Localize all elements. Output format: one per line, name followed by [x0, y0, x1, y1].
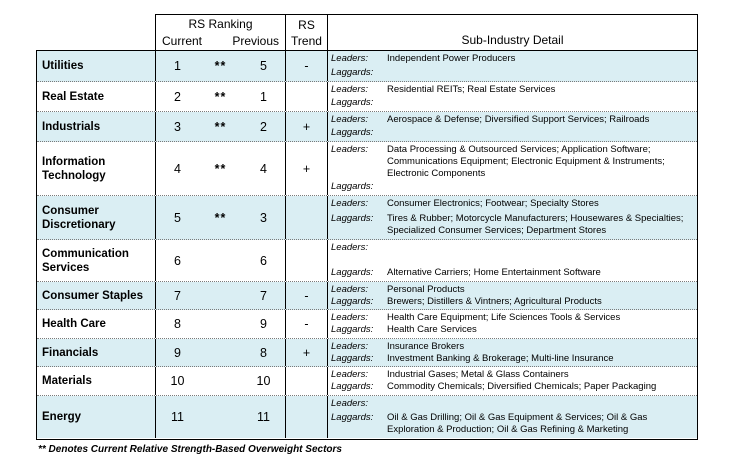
sector-name: Health Care: [37, 310, 156, 338]
sector-name: Industrials: [37, 112, 156, 141]
overweight-marker: **: [214, 161, 227, 176]
laggards-list: [387, 127, 694, 139]
table-row-information-technology: [37, 142, 697, 196]
overweight-marker: **: [214, 89, 227, 104]
sub-industry-header: [328, 15, 697, 50]
trend-value: -: [286, 310, 328, 338]
current-rank: 9: [174, 345, 181, 360]
laggards-list: Commodity Chemicals; Diversified Chemicals; Paper Packaging: [387, 381, 657, 392]
rs-trend-header-line1: RS: [298, 17, 315, 32]
laggards-label: Laggards:: [331, 267, 374, 278]
table-row-consumer-staples: [37, 282, 697, 310]
leaders-label: Leaders:: [331, 369, 368, 380]
laggards-label: Laggards:: [331, 67, 374, 78]
trend-value: -: [286, 51, 328, 81]
laggards-label: Laggards:: [331, 127, 374, 138]
sub-industry-header-label: Sub-Industry Detail: [461, 33, 564, 47]
trend-value: [286, 82, 328, 111]
sector-name: Materials: [37, 367, 156, 395]
current-column-header: Current: [162, 34, 203, 49]
rs-ranking-header-group: [156, 15, 286, 50]
leaders-label: Leaders:: [331, 144, 368, 155]
laggards-list: [387, 97, 694, 109]
sector-table: [36, 50, 698, 440]
leaders-label: Leaders:: [331, 53, 368, 64]
rs-trend-header-line2: Trend: [291, 33, 322, 48]
leaders-list: Data Processing & Outsourced Services; Application Software; Communications Equipment; Electronic Equipment & Instruments; Electronic Components: [387, 144, 665, 179]
sector-name: Energy: [37, 396, 156, 438]
leaders-label: Leaders:: [331, 341, 368, 352]
trend-value: [286, 196, 328, 239]
table-row-consumer-discretionary: [37, 196, 697, 240]
table-row-communication-services: [37, 240, 697, 282]
leaders-list: Independent Power Producers: [387, 53, 516, 64]
table-row-financials: [37, 339, 697, 367]
leaders-label: Leaders:: [331, 84, 368, 95]
overweight-marker: **: [214, 210, 227, 225]
laggards-list: [387, 67, 694, 79]
current-rank: 5: [174, 210, 181, 225]
laggards-label: Laggards:: [331, 213, 374, 224]
previous-rank: 10: [256, 374, 271, 388]
leaders-list: [387, 398, 694, 410]
trend-value: [286, 240, 328, 281]
current-rank: 11: [171, 410, 184, 424]
laggards-list: Brewers; Distillers & Vintners; Agricultural Products: [387, 296, 602, 307]
current-rank: 3: [174, 119, 181, 134]
laggards-label: Laggards:: [331, 353, 374, 364]
sector-name: Information Technology: [37, 142, 156, 195]
sector-name: Consumer Discretionary: [37, 196, 156, 239]
leaders-list: Personal Products: [387, 284, 465, 295]
current-rank: 1: [174, 59, 181, 73]
laggards-list: Alternative Carriers; Home Entertainment Software: [387, 267, 601, 278]
laggards-label: Laggards:: [331, 412, 374, 423]
current-rank: 2: [174, 89, 181, 104]
footnote: ** Denotes Current Relative Strength-Based Overweight Sectors: [38, 444, 342, 455]
previous-rank: 7: [260, 288, 267, 303]
previous-rank: 3: [260, 210, 267, 225]
leaders-label: Leaders:: [331, 242, 368, 253]
leaders-label: Leaders:: [331, 198, 368, 209]
leaders-list: [387, 242, 694, 254]
laggards-label: Laggards:: [331, 296, 374, 307]
previous-column-header: Previous: [232, 34, 279, 49]
trend-value: +: [286, 339, 328, 366]
table-row-utilities: [37, 51, 697, 82]
laggards-list: Tires & Rubber; Motorcycle Manufacturers; Housewares & Specialties; Specialized Consumer Services; Department Stores: [387, 213, 684, 236]
sector-name: Consumer Staples: [37, 282, 156, 309]
trend-value: -: [286, 282, 328, 309]
table-row-real-estate: [37, 82, 697, 112]
table-row-industrials: [37, 112, 697, 142]
sector-name: Utilities: [37, 51, 156, 81]
current-rank: 10: [170, 374, 185, 388]
laggards-label: Laggards:: [331, 181, 374, 192]
current-rank: 6: [174, 253, 181, 268]
current-rank: 7: [174, 288, 181, 303]
laggards-list: Oil & Gas Drilling; Oil & Gas Equipment & Services; Oil & Gas Exploration & Production; Oil & Gas Refining & Marketing: [387, 412, 648, 435]
laggards-label: Laggards:: [331, 324, 374, 335]
leaders-label: Leaders:: [331, 284, 368, 295]
rs-ranking-header: RS Ranking: [188, 16, 253, 31]
trend-value: +: [286, 142, 328, 195]
trend-value: +: [286, 112, 328, 141]
previous-rank: 11: [257, 410, 270, 424]
trend-value: [286, 367, 328, 395]
table-row-materials: [37, 367, 697, 396]
leaders-label: Leaders:: [331, 398, 368, 409]
sector-name: Real Estate: [37, 82, 156, 111]
current-rank: 8: [174, 317, 181, 331]
table-row-energy: [37, 396, 697, 438]
previous-rank: 4: [260, 161, 267, 176]
previous-rank: 6: [260, 253, 267, 268]
previous-rank: 5: [260, 59, 267, 73]
table-row-health-care: [37, 310, 697, 339]
previous-rank: 9: [260, 317, 267, 331]
leaders-label: Leaders:: [331, 312, 368, 323]
leaders-list: Industrial Gases; Metal & Glass Containers: [387, 369, 569, 380]
leaders-list: Consumer Electronics; Footwear; Specialty Stores: [387, 198, 599, 209]
laggards-list: [387, 181, 694, 193]
table-header: [155, 14, 698, 50]
previous-rank: 1: [260, 89, 267, 104]
overweight-marker: **: [214, 119, 227, 134]
laggards-label: Laggards:: [331, 381, 374, 392]
previous-rank: 8: [260, 345, 267, 360]
current-rank: 4: [174, 161, 181, 176]
overweight-marker: **: [214, 59, 227, 73]
previous-rank: 2: [260, 119, 267, 134]
laggards-list: Investment Banking & Brokerage; Multi-line Insurance: [387, 353, 614, 364]
sector-name: Financials: [37, 339, 156, 366]
laggards-list: Health Care Services: [387, 324, 477, 335]
leaders-list: Insurance Brokers: [387, 341, 465, 352]
leaders-list: Residential REITs; Real Estate Services: [387, 84, 556, 95]
rs-trend-header: [286, 15, 328, 50]
leaders-list: Aerospace & Defense; Diversified Support Services; Railroads: [387, 114, 650, 125]
leaders-list: Health Care Equipment; Life Sciences Tools & Services: [387, 312, 621, 323]
leaders-label: Leaders:: [331, 114, 368, 125]
laggards-label: Laggards:: [331, 97, 374, 108]
trend-value: [286, 396, 328, 438]
sector-name: Communication Services: [37, 240, 156, 281]
